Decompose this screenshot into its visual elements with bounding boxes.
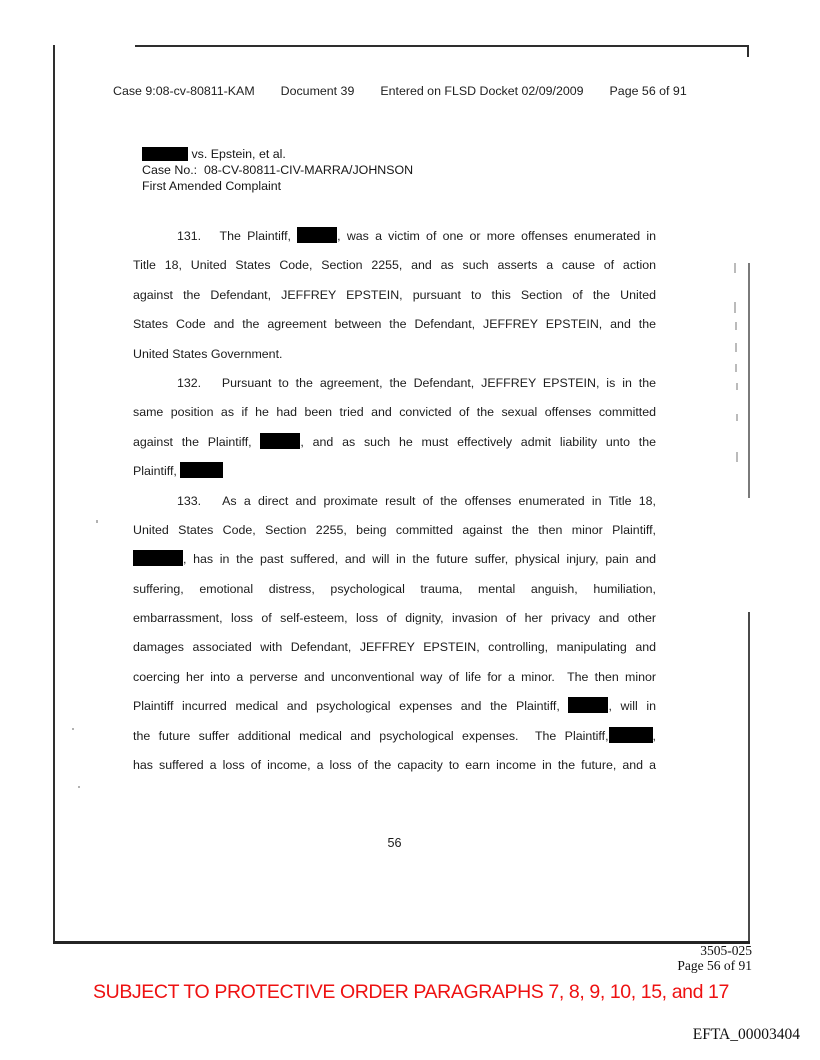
page-border-right-upper bbox=[748, 263, 750, 498]
body-line: United States Government. bbox=[133, 346, 283, 361]
scan-artifact bbox=[96, 520, 98, 523]
redaction-box bbox=[142, 147, 188, 161]
header-case-number: Case 9:08-cv-80811-KAM bbox=[113, 84, 255, 98]
body-line: Title 18, United States Code, Section 2255, and as such asserts a cause of action bbox=[133, 258, 656, 273]
footer-stamps bbox=[677, 944, 752, 974]
body-line: coercing her into a perverse and unconventional way of life for a minor. The then minor bbox=[133, 669, 656, 684]
caption-party-text: vs. Epstein, et al. bbox=[191, 147, 286, 161]
caption-case-number: Case No.: 08-CV-80811-CIV-MARRA/JOHNSON bbox=[142, 162, 414, 177]
stamp-page: Page 56 of 91 bbox=[677, 957, 752, 973]
scan-artifact bbox=[736, 383, 738, 390]
redaction-box bbox=[609, 727, 653, 743]
redaction-box bbox=[260, 433, 300, 449]
page-number: 56 bbox=[387, 836, 402, 850]
bates-number: EFTA_00003404 bbox=[692, 1026, 800, 1043]
redaction-box bbox=[568, 697, 608, 713]
body-line: Plaintiff incurred medical and psychological expenses and the Plaintiff, , will in bbox=[133, 699, 656, 714]
scan-artifact bbox=[72, 728, 74, 730]
body-line: same position as if he had been tried and convicted of the sexual offenses committed bbox=[133, 405, 656, 420]
redaction-box bbox=[180, 462, 223, 478]
scan-artifact bbox=[735, 322, 737, 330]
body-line: United States Code, Section 2255, being committed against the then minor Plaintiff, bbox=[133, 522, 656, 537]
body-line: against the Plaintiff, , and as such he must effectively admit liability unto the bbox=[133, 434, 657, 449]
body-line: the future suffer additional medical and psychological expenses. The Plaintiff, , bbox=[133, 728, 656, 743]
scan-artifact bbox=[735, 364, 737, 372]
scan-artifact bbox=[736, 452, 738, 462]
caption-party-line bbox=[142, 147, 413, 163]
header-page-count: Page 56 of 91 bbox=[609, 84, 687, 98]
redaction-box bbox=[297, 227, 337, 243]
page-border-bottom bbox=[53, 941, 750, 944]
page-border-left bbox=[53, 45, 55, 943]
body-line: has suffered a loss of income, a loss of the capacity to earn income in the future, and a bbox=[133, 758, 656, 773]
scan-artifact bbox=[78, 786, 80, 788]
page-border-corner-tick bbox=[747, 45, 749, 57]
body-line: States Code and the agreement between the Defendant, JEFFREY EPSTEIN, and the bbox=[133, 317, 656, 332]
body-line: 132. Pursuant to the agreement, the Defendant, JEFFREY EPSTEIN, is in the bbox=[177, 375, 656, 390]
stamp-id: 3505-025 bbox=[700, 943, 752, 958]
scan-artifact bbox=[734, 302, 736, 313]
caption-document-title: First Amended Complaint bbox=[142, 178, 282, 193]
page-border-right-lower bbox=[748, 612, 750, 943]
body-line: embarrassment, loss of self-esteem, loss of dignity, invasion of her privacy and other bbox=[133, 611, 656, 626]
body-line: Plaintiff, bbox=[133, 457, 656, 486]
body-text bbox=[133, 222, 656, 780]
body-line: suffering, emotional distress, psychological trauma, mental anguish, humiliation, bbox=[133, 581, 656, 596]
body-line: , has in the past suffered, and will in the future suffer, physical injury, pain and bbox=[133, 545, 656, 574]
case-caption bbox=[142, 147, 413, 195]
scan-artifact bbox=[734, 263, 736, 273]
header-document-number: Document 39 bbox=[280, 84, 355, 98]
scan-artifact bbox=[735, 343, 737, 352]
docket-header bbox=[113, 84, 687, 98]
page-border-top bbox=[135, 45, 749, 47]
redaction-box bbox=[133, 550, 183, 566]
body-line: 131. The Plaintiff, , was a victim of one or more offenses enumerated in bbox=[177, 229, 656, 243]
header-docket-entry: Entered on FLSD Docket 02/09/2009 bbox=[380, 84, 584, 98]
scan-artifact bbox=[736, 414, 738, 421]
body-line: 133. As a direct and proximate result of the offenses enumerated in Title 18, bbox=[177, 493, 656, 508]
body-line: against the Defendant, JEFFREY EPSTEIN, pursuant to this Section of the United bbox=[133, 287, 656, 302]
body-line: damages associated with Defendant, JEFFREY EPSTEIN, controlling, manipulating and bbox=[133, 640, 656, 655]
protective-order-notice: SUBJECT TO PROTECTIVE ORDER PARAGRAPHS 7, 8, 9, 10, 15, and 17 bbox=[93, 981, 729, 1003]
